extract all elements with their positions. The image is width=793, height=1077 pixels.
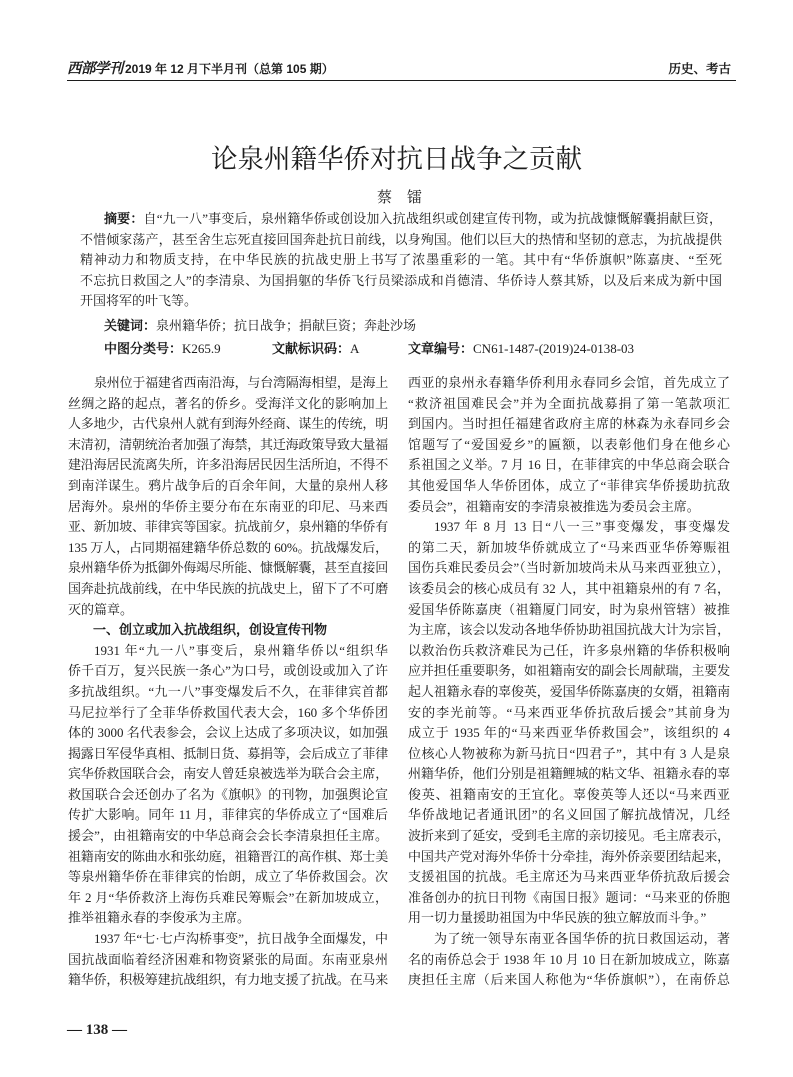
body-line: 安的李光前等。“马来西亚华侨抗敌后援会”其前身为 xyxy=(408,704,730,720)
body-line: 籍华侨，积极筹建抗战组织，有力地支援了抗战。在马来 xyxy=(68,972,388,988)
abstract-text: 自“九一八”事变后，泉州籍华侨或创设加入抗战组织或创建宣传刊物，或为抗战慷慨解囊捐献巨资， xyxy=(143,211,722,226)
body-line: 为了统一领导东南亚各国华侨的抗日救国运动，著 xyxy=(434,931,730,947)
paragraph xyxy=(68,929,388,991)
body-line: 委员会”，祖籍南安的李清泉被推选为委员会主席。 xyxy=(408,498,700,514)
paragraph xyxy=(408,373,730,517)
body-line: 人多地少，古代泉州人就有到海外经商、谋生的传统，明 xyxy=(68,416,388,432)
clc-number xyxy=(104,339,221,359)
body-line: 年 2 月“华侨救济上海伤兵难民筹赈会”在新加坡成立， xyxy=(68,889,388,905)
keywords-label: 关键词： xyxy=(104,318,157,333)
body-line: “救济祖国难民会”并为全面抗战募捐了第一笔款项汇 xyxy=(408,395,730,411)
abstract-line: 开国将军的叶飞等。 xyxy=(80,293,198,308)
left-column xyxy=(68,373,388,991)
body-line: 波折来到了延安，受到毛主席的亲切接见。毛主席表示， xyxy=(408,828,730,844)
body-line: 准备创办的抗日刊物《南国日报》题词：“马来亚的侨胞 xyxy=(408,889,730,905)
body-line: 州籍华侨，他们分别是祖籍鲤城的粘文华、祖籍永春的辜 xyxy=(408,766,730,782)
body-line: 泉州位于福建省西南沿海，与台湾隔海相望，是海上 xyxy=(94,375,388,390)
abstract-line xyxy=(80,209,722,230)
body-line: 1937 年 8 月 13 日“八一三”事变爆发，事变爆发 xyxy=(434,519,730,535)
body-line: 该委员会的核心成员有 32 人，其中祖籍泉州的有 7 名， xyxy=(408,580,730,596)
body-line: 名的南侨总会于 1938 年 10 月 10 日在新加坡成立，陈嘉 xyxy=(408,951,730,967)
body-line: 末清初，清朝统治者加强了海禁，其迁海政策导致大量福 xyxy=(68,436,388,452)
document-code xyxy=(272,339,359,359)
article-number xyxy=(408,339,634,359)
body-line: 1937 年“七·七卢沟桥事变”，抗日战争全面爆发，中 xyxy=(94,931,388,947)
body-line: 1931 年“九一八”事变后，泉州籍华侨以“组织华 xyxy=(94,642,388,658)
body-line: 到南洋谋生。鸦片战争后的百余年间，大量的泉州人移 xyxy=(68,477,388,493)
body-line: 马尼拉举行了全菲华侨救国代表大会，160 多个华侨团 xyxy=(68,704,388,720)
abstract-line: 精神动力和物质支持，在中华民族的抗战史册上书写了浓墨重彩的一笔。其中有“华侨旗帜”陈嘉庚、“至死 xyxy=(80,252,722,267)
body-line: 侨千百万，复兴民族一条心”为口号，或创设或加入了许 xyxy=(68,663,388,679)
body-line: 俊英、祖籍南安的王宜化。辜俊英等人还以“马来西亚 xyxy=(408,786,730,802)
body-line: 建沿海居民流离失所，许多沿海居民因生活所迫，不得不 xyxy=(68,457,388,473)
body-line: 庚担任主席（后来国人称他为“华侨旗帜”），在南侨总 xyxy=(408,972,730,988)
body-line: 爱国华侨陈嘉庚（祖籍厦门同安，时为泉州管辖）被推 xyxy=(408,601,730,617)
body-line: 体的 3000 名代表参会，会议上达成了多项决议，如加强 xyxy=(68,725,388,741)
article-no-value: CN61-1487-(2019)24-0138-03 xyxy=(473,341,635,356)
body-line: 国抗战面临着经济困难和物资紧张的局面。东南亚泉州 xyxy=(68,951,388,967)
body-line: 等泉州籍华侨在菲律宾的怡朗，成立了华侨救国会。次 xyxy=(68,869,388,885)
body-line: 灭的篇章。 xyxy=(68,601,134,617)
body-line: 其他爱国华人华侨团体，成立了“菲律宾华侨援助抗敌 xyxy=(408,477,730,493)
classification-line xyxy=(0,339,793,359)
body-line: 系祖国之义举。7 月 16 日，在菲律宾的中华总商会联合 xyxy=(408,457,730,473)
body-line: 西亚的泉州永春籍华侨利用永春同乡会馆，首先成立了 xyxy=(408,375,730,390)
body-line: 国伤兵难民委员会”（当时新加坡尚未从马来西亚独立）， xyxy=(408,560,730,576)
keywords-text: 泉州籍华侨；抗日战争；捐献巨资；奔赴沙场 xyxy=(156,318,417,333)
header-rule xyxy=(67,80,736,81)
body-line: 多抗战组织。“九一八”事变爆发后不久，在菲律宾首都 xyxy=(68,683,388,699)
section-heading: 一、创立或加入抗战组织，创设宣传刊物 xyxy=(93,622,328,638)
body-line: 中国共产党对海外华侨十分牵挂，海外侨亲要团结起来， xyxy=(408,848,730,864)
doc-code-value: A xyxy=(350,341,360,356)
abstract-label: 摘要： xyxy=(104,211,144,226)
article-title: 论泉州籍华侨对抗日战争之贡献 xyxy=(211,144,582,174)
body-line: 位核心人物被称为新马抗日“四君子”，其中有 3 人是泉 xyxy=(408,745,730,761)
abstract xyxy=(80,209,722,312)
body-line: 到国内。当时担任福建省政府主席的林森为永春同乡会 xyxy=(408,416,730,432)
body-line: 国奔赴抗战前线，在中华民族的抗战史上，留下了不可磨 xyxy=(68,580,388,596)
article-author: 蔡 镭 xyxy=(376,190,422,206)
keywords xyxy=(104,316,704,336)
body-line: 救国联合会还创办了名为《旗帜》的刊物，加强舆论宣 xyxy=(68,786,388,802)
body-line: 用一切力量援助祖国为中华民族的独立解放而斗争。” xyxy=(408,910,707,926)
right-column xyxy=(408,373,730,991)
body-line: 以救治伤兵救济难民为己任，许多泉州籍的华侨积极响 xyxy=(408,642,730,658)
body-line: 应并担任重要职务，如祖籍南安的副会长周献瑞，主要发 xyxy=(408,663,730,679)
body-line: 援会”，由祖籍南安的中华总商会会长李清泉担任主席。 xyxy=(68,828,388,844)
body-line: 成立于 1935 年的“马来西亚华侨救国会”，该组织的 4 xyxy=(408,725,730,741)
body-line: 传扩大影响。同年 11 月，菲律宾的华侨成立了“国难后 xyxy=(68,807,388,823)
paragraph xyxy=(68,641,388,929)
body-line: 宾华侨救国联合会，南安人曾廷泉被选举为联合会主席， xyxy=(68,766,388,782)
abstract-line: 不忘抗日救国之人”的李清泉、为国捐躯的华侨飞行员梁添成和肖德清、华侨诗人蔡其矫，以及后来成为新中国 xyxy=(80,272,722,288)
clc-value: K265.9 xyxy=(182,341,221,356)
paragraph xyxy=(68,373,388,620)
body-line: 亚、新加坡、菲律宾等国家。抗战前夕，泉州籍的华侨有 xyxy=(68,519,388,535)
page-number: — 138 — xyxy=(67,1022,127,1038)
body-line: 祖籍南安的陈曲水和张幼庭，祖籍晋江的高作棋、郑士美 xyxy=(68,848,388,864)
clc-label: 中图分类号： xyxy=(104,341,183,356)
body-line: 的第二天，新加坡华侨就成立了“马来西亚华侨筹赈祖 xyxy=(408,539,730,555)
body-line: 揭露日军侵华真相、抵制日货、募捐等，会后成立了菲律 xyxy=(68,745,388,761)
body-line: 居海外。泉州的华侨主要分布在东南亚的印尼、马来西 xyxy=(68,498,388,514)
body-line: 华侨战地记者通讯团”的名义回国了解抗战情况，几经 xyxy=(408,807,730,823)
paragraph xyxy=(408,929,730,991)
body-line: 支援祖国的抗战。毛主席还为马来西亚华侨抗敌后援会 xyxy=(408,869,730,885)
body-line: 馆题写了“爱国爱乡”的匾额，以表彰他们身在他乡心 xyxy=(408,436,730,452)
article-no-label: 文章编号： xyxy=(408,341,474,356)
body-line: 为主席，该会以发动各地华侨协助祖国抗战大计为宗旨， xyxy=(408,622,730,638)
body-line: 135 万人，占同期福建籍华侨总数的 60%。抗战爆发后， xyxy=(68,539,388,555)
section-label: 历史、考古 xyxy=(668,62,731,76)
body-line: 起人祖籍永春的辜俊英，爱国华侨陈嘉庚的女婿，祖籍南 xyxy=(408,683,730,699)
abstract-line: 不惜倾家荡产，甚至舍生忘死直接回国奔赴抗日前线，以身殉国。他们以巨大的热情和坚韧的意志，为抗战提供 xyxy=(80,231,722,247)
body-line: 推举祖籍永春的李俊承为主席。 xyxy=(68,910,251,926)
journal-logo: 西部学刊 xyxy=(67,61,123,77)
body-line: 泉州籍华侨为抵御外侮竭尽所能、慷慨解囊，甚至直接回 xyxy=(68,560,388,576)
issue-info: 2019 年 12 月下半月刊（总第 105 期） xyxy=(125,62,334,76)
body-line: 丝绸之路的起点，著名的侨乡。受海洋文化的影响加上 xyxy=(68,395,388,411)
paragraph xyxy=(408,517,730,929)
doc-code-label: 文献标识码： xyxy=(272,341,351,356)
